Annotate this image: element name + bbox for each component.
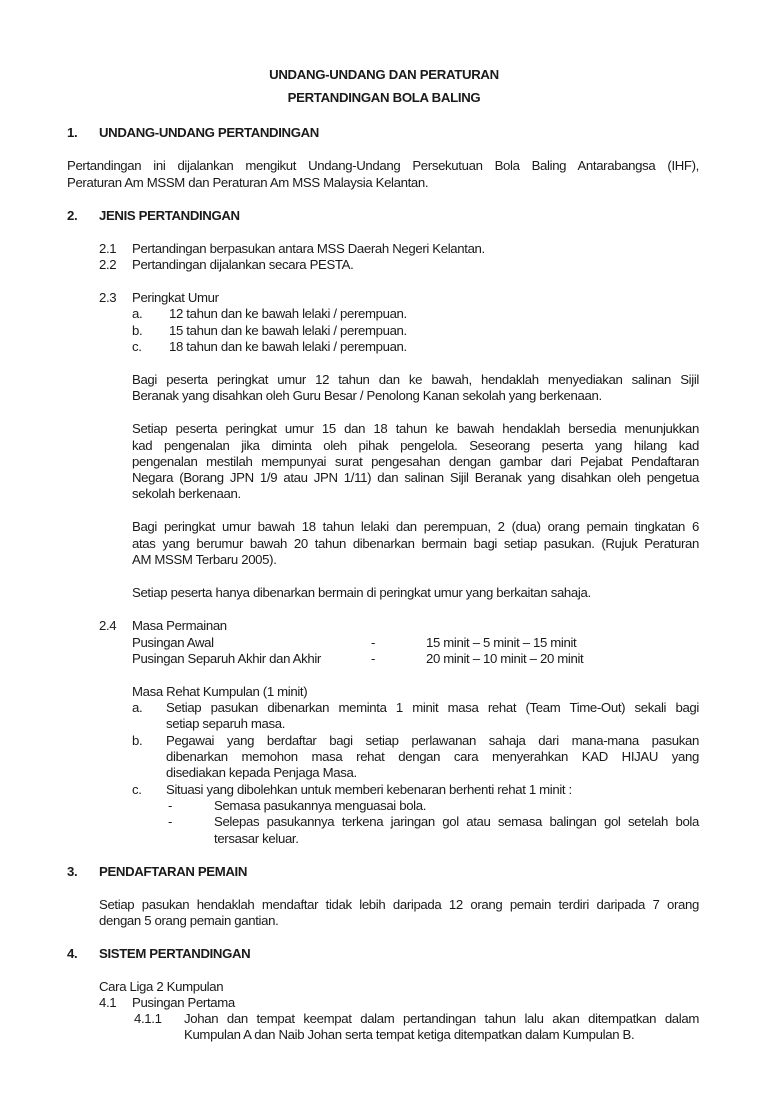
item-2-4-label: Masa Permainan xyxy=(132,618,227,633)
item-2-1-number: 2.1 xyxy=(99,241,117,256)
age-paragraph-3-line: AM MSSM Terbaru 2005). xyxy=(132,552,277,567)
item-4-1-1-text: Johan dan tempat keempat dalam pertandingan tahun lalu akan ditempatkan dalam xyxy=(184,1011,699,1026)
item-4-1-1-number: 4.1.1 xyxy=(134,1011,162,1026)
section-4-heading: SISTEM PERTANDINGAN xyxy=(99,946,251,961)
item-4-1-number: 4.1 xyxy=(99,995,117,1010)
situation-text: tersasar keluar. xyxy=(214,831,299,846)
age-paragraph-2-line: Setiap peserta peringkat umur 15 dan 18 tahun ke bawah hendaklah bersedia menunjukkan xyxy=(132,421,699,436)
item-2-2-number: 2.2 xyxy=(99,257,117,272)
age-list-letter: b. xyxy=(132,323,143,338)
item-2-4-number: 2.4 xyxy=(99,618,117,633)
age-paragraph-1-line: Beranak yang disahkan oleh Guru Besar / Penolong Kanan sekolah yang berkenaan. xyxy=(132,388,602,403)
document-title-line-2: PERTANDINGAN BOLA BALING xyxy=(287,90,481,105)
timeout-letter: b. xyxy=(132,733,143,748)
play-time-separator: - xyxy=(371,651,376,666)
timeout-label: Masa Rehat Kumpulan (1 minit) xyxy=(132,684,308,699)
section-1-heading: UNDANG-UNDANG PERTANDINGAN xyxy=(99,125,319,140)
section-3-number: 3. xyxy=(67,864,78,879)
timeout-text: setiap separuh masa. xyxy=(166,716,286,731)
timeout-letter: a. xyxy=(132,700,143,715)
timeout-letter: c. xyxy=(132,782,142,797)
document-title-line-1: UNDANG-UNDANG DAN PERATURAN xyxy=(269,67,499,82)
age-list-text: 15 tahun dan ke bawah lelaki / perempuan. xyxy=(169,323,407,338)
play-time-duration: 20 minit – 10 minit – 20 minit xyxy=(426,651,584,666)
timeout-text: Pegawai yang berdaftar bagi setiap perlawanan sahaja dari mana-mana pasukan xyxy=(166,733,699,748)
item-4-1-label: Pusingan Pertama xyxy=(132,995,235,1010)
section-2-heading: JENIS PERTANDINGAN xyxy=(99,208,240,223)
age-list-letter: c. xyxy=(132,339,142,354)
play-time-round: Pusingan Separuh Akhir dan Akhir xyxy=(132,651,321,666)
age-list-letter: a. xyxy=(132,306,143,321)
age-paragraph-3-line: atas yang berumur bawah 20 tahun dibenarkan bermain bagi setiap pasukan. (Rujuk Peraturan xyxy=(132,536,699,551)
item-2-1-text: Pertandingan berpasukan antara MSS Daerah Negeri Kelantan. xyxy=(132,241,485,256)
section-3-paragraph-line: Setiap pasukan hendaklah mendaftar tidak lebih daripada 12 orang pemain terdiri daripada 7 orang xyxy=(99,897,699,912)
timeout-text: disediakan kepada Penjaga Masa. xyxy=(166,765,357,780)
item-2-2-text: Pertandingan dijalankan secara PESTA. xyxy=(132,257,354,272)
section-1-paragraph-line: Pertandingan ini dijalankan mengikut Undang-Undang Persekutuan Bola Baling Antarabangsa (IHF), xyxy=(67,158,699,173)
section-4-number: 4. xyxy=(67,946,78,961)
item-2-3-label: Peringkat Umur xyxy=(132,290,219,305)
item-2-3-number: 2.3 xyxy=(99,290,117,305)
play-time-duration: 15 minit – 5 minit – 15 minit xyxy=(426,635,577,650)
section-3-heading: PENDAFTARAN PEMAIN xyxy=(99,864,248,879)
age-paragraph-4-line: Setiap peserta hanya dibenarkan bermain di peringkat umur yang berkaitan sahaja. xyxy=(132,585,591,600)
timeout-text: Setiap pasukan dibenarkan meminta 1 minit masa rehat (Team Time-Out) sekali bagi xyxy=(166,700,699,715)
situation-dash: - xyxy=(168,814,173,829)
section-1-paragraph-line: Peraturan Am MSSM dan Peraturan Am MSS Malaysia Kelantan. xyxy=(67,175,429,190)
age-paragraph-2-line: sekolah berkenaan. xyxy=(132,486,241,501)
timeout-text: dibenarkan memohon masa rehat dengan cara menyerahkan KAD HIJAU yang xyxy=(166,749,699,764)
age-paragraph-3-line: Bagi peringkat umur bawah 18 tahun lelaki dan perempuan, 2 (dua) orang pemain tingkatan 6 xyxy=(132,519,699,534)
section-4-intro: Cara Liga 2 Kumpulan xyxy=(99,979,224,994)
section-1-number: 1. xyxy=(67,125,78,140)
play-time-round: Pusingan Awal xyxy=(132,635,214,650)
situation-dash: - xyxy=(168,798,173,813)
age-paragraph-1-line: Bagi peserta peringkat umur 12 tahun dan ke bawah, hendaklah menyediakan salinan Sijil xyxy=(132,372,699,387)
age-list-text: 18 tahun dan ke bawah lelaki / perempuan. xyxy=(169,339,407,354)
age-paragraph-2-line: Negara (Borang JPN 1/9 atau JPN 1/11) dan salinan Sijil Beranak yang disahkan oleh pengetua xyxy=(132,470,699,485)
situation-text: Semasa pasukannya menguasai bola. xyxy=(214,798,427,813)
section-3-paragraph-line: dengan 5 orang pemain gantian. xyxy=(99,913,279,928)
section-2-number: 2. xyxy=(67,208,78,223)
age-paragraph-2-line: pengenalan mestilah mempunyai surat pengesahan dengan gambar dari Pejabat Pendaftaran xyxy=(132,454,699,469)
age-list-text: 12 tahun dan ke bawah lelaki / perempuan. xyxy=(169,306,407,321)
situation-text: Selepas pasukannya terkena jaringan gol atau semasa balingan gol setelah bola xyxy=(214,814,699,829)
play-time-separator: - xyxy=(371,635,376,650)
age-paragraph-2-line: kad pengenalan jika diminta oleh pihak pengelola. Seseorang peserta yang hilang kad xyxy=(132,438,699,453)
item-4-1-1-text: Kumpulan A dan Naib Johan serta tempat ketiga ditempatkan dalam Kumpulan B. xyxy=(184,1027,635,1042)
timeout-text: Situasi yang dibolehkan untuk memberi kebenaran berhenti rehat 1 minit : xyxy=(166,782,572,797)
